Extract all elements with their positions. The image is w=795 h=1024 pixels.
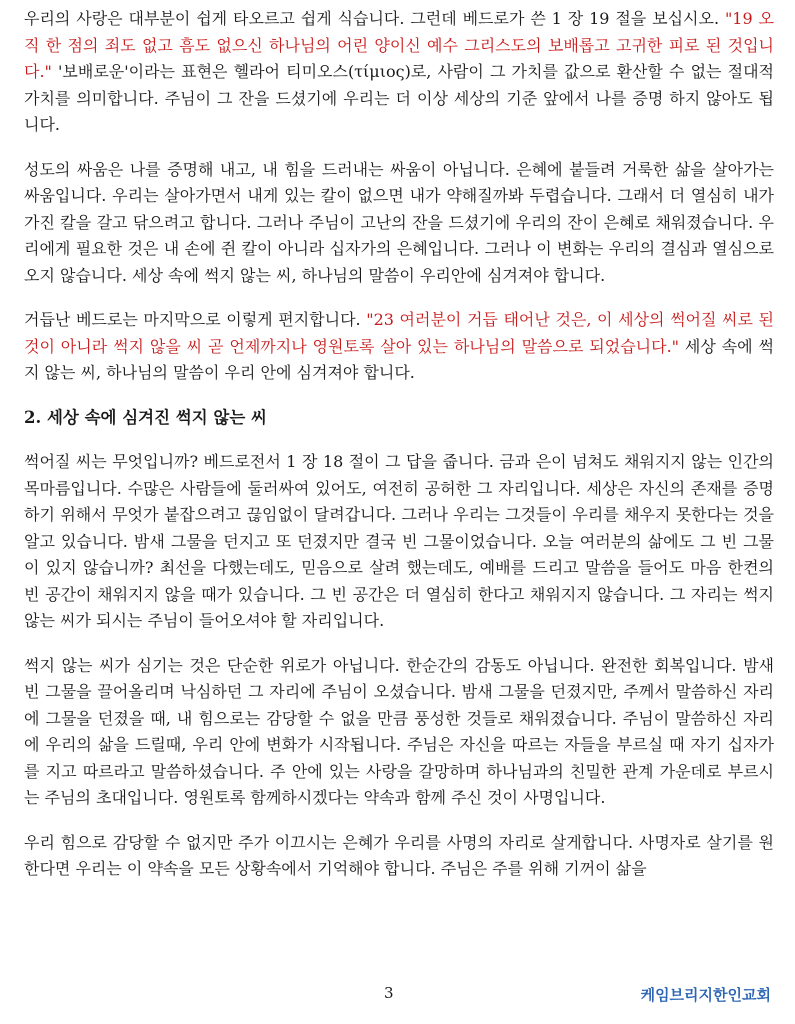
scripture-quote-23: "23 여러분이 거듭 태어난 것은, 이 세상의 썩어질 씨로 된 것이 아니라 썩지 않을 씨 곧 언제까지나 영원토록 살아 있는 하나님의 말씀으로 되었습니다.": [24, 310, 775, 356]
paragraph-perishable-seed: 썩어질 씨는 무엇입니까? 베드로전서 1 장 18 절이 그 답을 줍니다. 금과 은이 넘쳐도 채워지지 않는 인간의 목마름입니다. 수많은 사람들에 둘러싸여 있어도, 여전히 공허한 그 자리입니다. 세상은 자신의 존재를 증명하기 위해서 무엇가 붙잡으려고 끊임없이 달려갑니다. 그러나 우리는 그것들이 우리를 채우지 못한다는 것을 알고 있습니다. 밤새 그물을 던지고 또 던졌지만 결국 빈 그물이었습니다. 오늘 여러분의 삶에도 그 빈 그물이 있지 않습니까? 최선을 다했는데도, 믿음으로 살려 했는데도, 예배를 드리고 말씀을 들어도 마음 한켠의 빈 공간이 채워지지 않을 때가 있습니다. 그 빈 공간은 더 열심히 한다고 채워지지 않습니다. 그 자리는 썩지 않는 씨가 되시는 주님이 들어오셔야 할 자리입니다.: [24, 452, 774, 630]
page-number: 3: [384, 984, 394, 1002]
paragraph-saints-battle: 성도의 싸움은 나를 증명해 내고, 내 힘을 드러내는 싸움이 아닙니다. 은혜에 붙들려 거룩한 삶을 살아가는 싸움입니다. 우리는 살아가면서 내게 있는 칼이 없으면 내가 약해질까봐 두렵습니다. 그래서 더 열심히 내가 가진 칼을 갈고 닦으려고 합니다. 그러나 주님이 고난의 잔을 드셨기에 우리의 잔이 은혜로 채워졌습니다. 우리에게 필요한 것은 내 손에 쥔 칼이 아니라 십자가의 은혜입니다. 그러나 이 변화는 우리의 결심과 열심으로 오지 않습니다. 세상 속에 썩지 않는 씨, 하나님의 말씀이 우리안에 심겨져야 합니다.: [24, 159, 774, 285]
paragraph-love-intro: 우리의 사랑은 대부분이 쉽게 타오르고 쉽게 식습니다. 그런데 베드로가 쓴 1 장 19 절을 보십시오.: [24, 9, 725, 28]
paragraph-reborn-peter: [24, 307, 774, 387]
paragraph-love-body: '보배로운'이라는 표현은 헬라어 티미오스(τίμιος)로, 사람이 그 가치를 값으로 환산할 수 없는 절대적 가치를 의미합니다. 주님이 그 잔을 드셨기에 우리는 더 이상 세상의 기준 앞에서 나를 증명 하지 않아도 됩니다.: [24, 62, 774, 134]
church-name: 케임브리지한인교회: [640, 986, 771, 1004]
paragraph-mission: 우리 힘으로 감당할 수 없지만 주가 이끄시는 은혜가 우리를 사명의 자리로 살게합니다. 사명자로 살기를 원한다면 우리는 이 약속을 모든 상황속에서 기억해야 합니다. 주님은 주를 위해 기꺼이 삶을: [24, 832, 774, 878]
scripture-quote-19: "19 오직 한 점의 죄도 없고 흠도 없으신 하나님의 어린 양이신 예수 그리스도의 보배롭고 고귀한 피로 된 것입니다.": [24, 9, 775, 81]
paragraph-reborn-intro: 거듭난 베드로는 마지막으로 이렇게 편지합니다.: [24, 310, 367, 329]
page-footer: [0, 984, 795, 1008]
paragraph-love: [24, 6, 774, 139]
paragraph-imperishable-seed: 썩지 않는 씨가 심기는 것은 단순한 위로가 아닙니다. 한순간의 감동도 아닙니다. 완전한 회복입니다. 밤새 빈 그물을 끌어올리며 낙심하던 그 자리에 주님이 오셨습니다. 밤새 그물을 던졌지만, 주께서 말씀하신 자리에 그물을 던졌을 때, 내 힘으로는 감당할 수 없을 만큼 풍성한 것들로 채워졌습니다. 주님이 말씀하신 자리에 우리의 삶을 드릴때, 우리 안에 변화가 시작됩니다. 주님은 자신을 따르는 자들을 부르실 때 자기 십자가를 지고 따르라고 말씀하셨습니다. 주 안에 있는 사랑을 갈망하며 하나님과의 친밀한 관계 가운데로 부르시는 주님의 초대입니다. 영원토록 함께하시겠다는 약속과 함께 주신 것이 사명입니다.: [24, 655, 774, 807]
paragraph-reborn-body: 세상 속에 썩지 않는 씨, 하나님의 말씀이 우리 안에 심겨져야 합니다.: [24, 336, 774, 382]
document-page: [24, 6, 774, 883]
section-heading: 2. 세상 속에 심겨진 썩지 않는 씨: [24, 407, 267, 427]
